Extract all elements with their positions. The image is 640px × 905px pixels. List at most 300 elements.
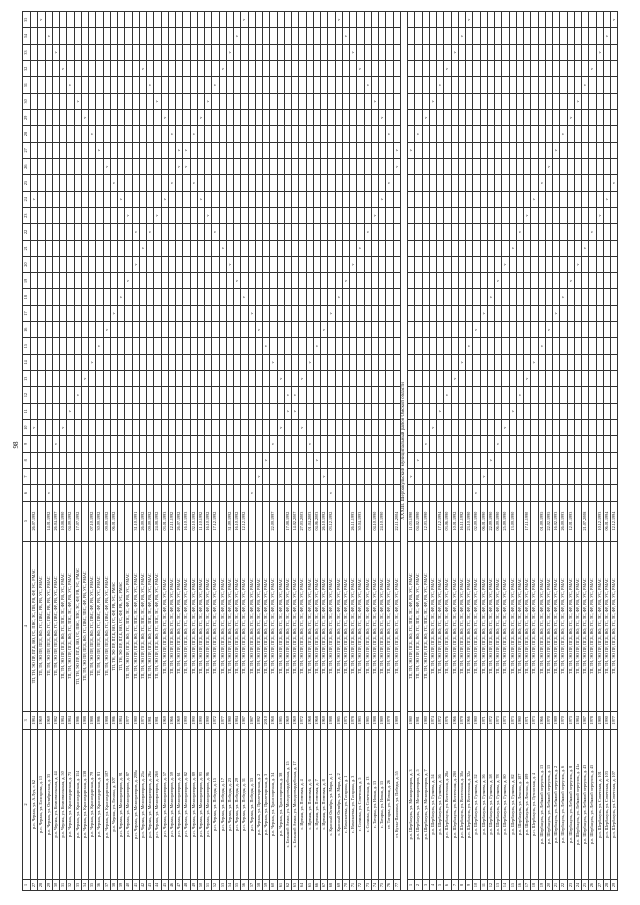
- mark-cell: [74, 289, 81, 305]
- mark-cell: [45, 354, 52, 370]
- mark-cell: [226, 28, 233, 44]
- mark-cell: [183, 175, 190, 191]
- mark-cell: [241, 159, 248, 175]
- mark-cell: [473, 44, 480, 60]
- mark-cell: [52, 273, 59, 289]
- mark-cell: [495, 452, 502, 468]
- mark-cell: [81, 142, 88, 158]
- mark-cell: v: [89, 126, 96, 142]
- mark-cell: [183, 289, 190, 305]
- address-cell: р.п. Шербакуль, ул. Гуляева, д. 56: [437, 729, 444, 879]
- mark-cell: [306, 126, 313, 142]
- mark-cell: [154, 77, 161, 93]
- mark-cell: [118, 485, 125, 501]
- mark-cell: [118, 142, 125, 158]
- mark-cell: [299, 338, 306, 354]
- mark-cell: [110, 28, 117, 44]
- mark-cell: [263, 77, 270, 93]
- mark-cell: [212, 110, 219, 126]
- mark-cell: [154, 44, 161, 60]
- mark-cell: [176, 468, 183, 484]
- mark-cell: [52, 224, 59, 240]
- mark-cell: [263, 273, 270, 289]
- mark-cell: [226, 110, 233, 126]
- mark-cell: [342, 175, 349, 191]
- mark-cell: [89, 175, 96, 191]
- mark-cell: [495, 126, 502, 142]
- mark-cell: [197, 436, 204, 452]
- mark-cell: [306, 256, 313, 272]
- mark-cell: [350, 387, 357, 403]
- address-cell: р.п. Шербакуль, ул. Гуляева, д. 54: [429, 729, 436, 879]
- mark-cell: [466, 93, 473, 109]
- mark-cell: [190, 273, 197, 289]
- mark-cell: [161, 175, 168, 191]
- mark-cell: [444, 371, 451, 387]
- mark-cell: [125, 403, 132, 419]
- mark-cell: [197, 142, 204, 158]
- column-number-row: [23, 12, 31, 891]
- mark-cell: [350, 289, 357, 305]
- mark-cell: [255, 273, 262, 289]
- mark-cell: [292, 322, 299, 338]
- mark-cell: [277, 452, 284, 468]
- mark-cell: [313, 77, 320, 93]
- mark-cell: [212, 322, 219, 338]
- mark-cell: [154, 273, 161, 289]
- mark-cell: [45, 403, 52, 419]
- row-number: 52: [212, 880, 219, 891]
- mark-cell: [516, 28, 523, 44]
- table-row: [168, 12, 175, 891]
- mark-cell: [328, 77, 335, 93]
- mark-cell: v: [284, 387, 291, 403]
- mark-cell: [168, 191, 175, 207]
- mark-cell: [386, 61, 393, 77]
- mark-cell: [538, 12, 545, 29]
- mark-cell: v: [596, 207, 603, 223]
- mark-cell: [205, 44, 212, 60]
- page-number: 98: [12, 441, 20, 449]
- table-row: [509, 12, 516, 891]
- mark-cell: [545, 61, 552, 77]
- mark-cell: [422, 273, 429, 289]
- mark-cell: [350, 354, 357, 370]
- mark-cell: [451, 452, 458, 468]
- mark-cell: [487, 159, 494, 175]
- mark-cell: [31, 338, 38, 354]
- mark-cell: [415, 207, 422, 223]
- mark-cell: [270, 77, 277, 93]
- mark-cell: [277, 159, 284, 175]
- mark-cell: [611, 110, 618, 126]
- mark-cell: [234, 305, 241, 321]
- mark-cell: [31, 77, 38, 93]
- mark-cell: [248, 142, 255, 158]
- mark-cell: [139, 289, 146, 305]
- mark-cell: [371, 28, 378, 44]
- mark-cell: [161, 305, 168, 321]
- mark-cell: [386, 224, 393, 240]
- date-cell: 31.09.1992: [226, 501, 233, 541]
- mark-cell: [538, 159, 545, 175]
- mark-cell: [212, 256, 219, 272]
- mark-cell: [270, 142, 277, 158]
- address-cell: р.п. Черлак, ул. Пролетарская, д. 2: [255, 729, 262, 879]
- row-number: 24: [574, 880, 581, 891]
- mark-cell: [487, 338, 494, 354]
- year-cell: 1973: [509, 711, 516, 729]
- address-cell: ст. Татарка, ул. Новая, д. 26: [386, 729, 393, 879]
- mark-cell: [342, 256, 349, 272]
- mark-cell: v: [219, 61, 226, 77]
- mark-cell: [516, 256, 523, 272]
- mark-cell: [226, 12, 233, 29]
- mark-cell: [545, 485, 552, 501]
- mark-cell: [473, 289, 480, 305]
- mark-cell: [263, 403, 270, 419]
- mark-cell: [96, 77, 103, 93]
- address-cell: р.п. Черлак, ул. Транспортная, д. 34: [270, 729, 277, 879]
- mark-cell: v: [560, 126, 567, 142]
- mark-cell: [38, 256, 45, 272]
- mark-cell: [574, 77, 581, 93]
- row-number: 72: [357, 880, 364, 891]
- mark-cell: [516, 420, 523, 436]
- mark-cell: [567, 289, 574, 305]
- mark-cell: [516, 485, 523, 501]
- mark-cell: [582, 93, 589, 109]
- mark-cell: [190, 28, 197, 44]
- table-row: [299, 12, 306, 891]
- mark-cell: [234, 207, 241, 223]
- address-cell: р.п. Черлак, ул. Победы, д. 17: [219, 729, 226, 879]
- mark-cell: [176, 305, 183, 321]
- mark-cell: [263, 240, 270, 256]
- mark-cell: [596, 142, 603, 158]
- mark-cell: [154, 436, 161, 452]
- mark-cell: [502, 371, 509, 387]
- mark-cell: [589, 371, 596, 387]
- date-cell: 09.09.1992: [103, 501, 110, 541]
- mark-cell: [444, 273, 451, 289]
- year-cell: 1989: [379, 711, 386, 729]
- mark-cell: [168, 44, 175, 60]
- mark-cell: [103, 485, 110, 501]
- elements-cell: ТП, ТН, ЭО ПР, ПГ,Б, ВО, ГС, ЗС, ФР, РВ, УС, РМАС: [611, 541, 618, 711]
- mark-cell: [96, 452, 103, 468]
- mark-cell: [226, 371, 233, 387]
- mark-cell: [205, 273, 212, 289]
- elements-cell: ТП, ТН, ЭО ПР, ПГ,Б, ВО, ГС, ЗС, ФР, РВ, УС, РМАС: [248, 541, 255, 711]
- mark-cell: v: [350, 44, 357, 60]
- mark-cell: [342, 61, 349, 77]
- mark-cell: [466, 354, 473, 370]
- mark-cell: [176, 175, 183, 191]
- mark-cell: [31, 387, 38, 403]
- mark-cell: [473, 77, 480, 93]
- mark-cell: [545, 371, 552, 387]
- mark-cell: [313, 61, 320, 77]
- address-cell: р.п. Черлак, ул. Победы, д. 29: [234, 729, 241, 879]
- mark-cell: [263, 142, 270, 158]
- mark-cell: [190, 338, 197, 354]
- mark-cell: [495, 468, 502, 484]
- mark-cell: [284, 273, 291, 289]
- mark-cell: [38, 142, 45, 158]
- mark-cell: [103, 93, 110, 109]
- mark-cell: [342, 420, 349, 436]
- mark-cell: [371, 420, 378, 436]
- mark-cell: [52, 338, 59, 354]
- column-header: 22: [23, 224, 31, 240]
- mark-cell: [241, 305, 248, 321]
- mark-cell: [205, 403, 212, 419]
- mark-cell: [509, 420, 516, 436]
- mark-cell: [313, 175, 320, 191]
- mark-cell: [560, 175, 567, 191]
- mark-cell: [299, 44, 306, 60]
- mark-cell: v: [437, 77, 444, 93]
- mark-cell: [415, 354, 422, 370]
- mark-cell: [560, 191, 567, 207]
- mark-cell: [321, 403, 328, 419]
- mark-cell: v: [473, 485, 480, 501]
- mark-cell: [299, 403, 306, 419]
- table-row: [466, 12, 473, 891]
- mark-cell: [328, 436, 335, 452]
- mark-cell: [516, 468, 523, 484]
- mark-cell: [313, 240, 320, 256]
- mark-cell: [335, 436, 342, 452]
- date-cell: 17.08.1992: [284, 501, 291, 541]
- year-cell: 1978: [589, 711, 596, 729]
- mark-cell: [161, 338, 168, 354]
- mark-cell: [292, 289, 299, 305]
- mark-cell: [96, 61, 103, 77]
- mark-cell: [328, 191, 335, 207]
- mark-cell: [603, 142, 610, 158]
- mark-cell: [611, 371, 618, 387]
- column-header: 20: [23, 256, 31, 272]
- elements-cell: ТП, ТН, ЭО ПР, ПГ,Б, ВО, ГС, ЗС, ФР, РВ, УС, РМАС: [226, 541, 233, 711]
- mark-cell: [306, 420, 313, 436]
- mark-cell: [255, 93, 262, 109]
- mark-cell: [335, 159, 342, 175]
- mark-cell: [248, 468, 255, 484]
- mark-cell: v: [45, 28, 52, 44]
- mark-cell: [538, 289, 545, 305]
- mark-cell: [277, 191, 284, 207]
- mark-cell: [132, 338, 139, 354]
- year-cell: 1990: [205, 711, 212, 729]
- mark-cell: [132, 191, 139, 207]
- mark-cell: [60, 93, 67, 109]
- mark-cell: [299, 485, 306, 501]
- mark-cell: [212, 240, 219, 256]
- mark-cell: [408, 77, 415, 93]
- mark-cell: [582, 485, 589, 501]
- mark-cell: [531, 403, 538, 419]
- mark-cell: v: [270, 354, 277, 370]
- mark-cell: [429, 273, 436, 289]
- mark-cell: [328, 468, 335, 484]
- mark-cell: [31, 12, 38, 29]
- mark-cell: [516, 289, 523, 305]
- mark-cell: [451, 289, 458, 305]
- mark-cell: [357, 191, 364, 207]
- mark-cell: [60, 468, 67, 484]
- mark-cell: [364, 240, 371, 256]
- mark-cell: [270, 61, 277, 77]
- mark-cell: [96, 420, 103, 436]
- mark-cell: [190, 12, 197, 29]
- date-cell: 11.03.1990: [408, 501, 415, 541]
- mark-cell: [31, 403, 38, 419]
- mark-cell: [379, 305, 386, 321]
- mark-cell: [342, 322, 349, 338]
- year-cell: 1970: [560, 711, 567, 729]
- mark-cell: [545, 77, 552, 93]
- mark-cell: v: [415, 126, 422, 142]
- mark-cell: [139, 256, 146, 272]
- mark-cell: [132, 159, 139, 175]
- mark-cell: [45, 256, 52, 272]
- mark-cell: [284, 61, 291, 77]
- mark-cell: [139, 371, 146, 387]
- mark-cell: [393, 436, 400, 452]
- mark-cell: [458, 387, 465, 403]
- mark-cell: [603, 175, 610, 191]
- mark-cell: [458, 77, 465, 93]
- mark-cell: [176, 420, 183, 436]
- elements-cell: ТП, ТН, ЭО ПР, ПГ,Б, ВО, ГС, ЗС, ФР, РВ, УС, РМАС: [219, 541, 226, 711]
- date-cell: [335, 501, 342, 541]
- mark-cell: [335, 403, 342, 419]
- row-number: 71: [350, 880, 357, 891]
- mark-cell: [538, 273, 545, 289]
- mark-cell: [466, 224, 473, 240]
- address-cell: с. Николаевка, ул. Гагарина, д. 3: [350, 729, 357, 879]
- mark-cell: [516, 93, 523, 109]
- mark-cell: [52, 207, 59, 223]
- mark-cell: [125, 289, 132, 305]
- mark-cell: [284, 420, 291, 436]
- mark-cell: [226, 338, 233, 354]
- mark-cell: [480, 142, 487, 158]
- mark-cell: [553, 12, 560, 29]
- mark-cell: [118, 12, 125, 29]
- mark-cell: [524, 240, 531, 256]
- mark-cell: v: [437, 403, 444, 419]
- mark-cell: [473, 354, 480, 370]
- mark-cell: [466, 420, 473, 436]
- mark-cell: [328, 273, 335, 289]
- mark-cell: [603, 77, 610, 93]
- mark-cell: [379, 224, 386, 240]
- mark-cell: [473, 273, 480, 289]
- mark-cell: [582, 142, 589, 158]
- mark-cell: [487, 371, 494, 387]
- mark-cell: [553, 77, 560, 93]
- mark-cell: [67, 420, 74, 436]
- mark-cell: [444, 126, 451, 142]
- address-cell: р.п. Черлак, ул. Мелиораторов, д. 59: [168, 729, 175, 879]
- mark-cell: [306, 110, 313, 126]
- mark-cell: [574, 420, 581, 436]
- mark-cell: [132, 403, 139, 419]
- mark-cell: [103, 175, 110, 191]
- mark-cell: [270, 403, 277, 419]
- mark-cell: [263, 207, 270, 223]
- mark-cell: [596, 61, 603, 77]
- row-number: 45: [161, 880, 168, 891]
- mark-cell: [241, 256, 248, 272]
- mark-cell: [212, 44, 219, 60]
- mark-cell: [415, 77, 422, 93]
- year-cell: 1984: [574, 711, 581, 729]
- mark-cell: [350, 452, 357, 468]
- mark-cell: [509, 191, 516, 207]
- mark-cell: [89, 256, 96, 272]
- mark-cell: [589, 420, 596, 436]
- mark-cell: [31, 159, 38, 175]
- mark-cell: [538, 142, 545, 158]
- mark-cell: [270, 305, 277, 321]
- mark-cell: [132, 273, 139, 289]
- mark-cell: [197, 273, 204, 289]
- mark-cell: [255, 77, 262, 93]
- mark-cell: [31, 468, 38, 484]
- mark-cell: [147, 485, 154, 501]
- mark-cell: [31, 28, 38, 44]
- mark-cell: v: [313, 338, 320, 354]
- mark-cell: [313, 273, 320, 289]
- elements-cell: ТП, ТН, ЭО ПР, ПГ,Б, ВО, ГС, ЗС, ФР, РВ, УС, РМАС: [357, 541, 364, 711]
- mark-cell: [437, 159, 444, 175]
- mark-cell: [205, 12, 212, 29]
- mark-cell: [306, 93, 313, 109]
- table-row: [147, 12, 154, 891]
- mark-cell: [350, 93, 357, 109]
- mark-cell: [89, 338, 96, 354]
- year-cell: 1975: [342, 711, 349, 729]
- mark-cell: [190, 305, 197, 321]
- mark-cell: [524, 256, 531, 272]
- mark-cell: [437, 61, 444, 77]
- mark-cell: v: [458, 28, 465, 44]
- mark-cell: [277, 305, 284, 321]
- mark-cell: [437, 322, 444, 338]
- mark-cell: [466, 452, 473, 468]
- mark-cell: [89, 485, 96, 501]
- mark-cell: [270, 468, 277, 484]
- date-cell: 22.02.1995: [545, 501, 552, 541]
- mark-cell: [429, 256, 436, 272]
- mark-cell: [263, 485, 270, 501]
- mark-cell: [292, 93, 299, 109]
- mark-cell: [531, 387, 538, 403]
- mark-cell: [589, 305, 596, 321]
- mark-cell: [538, 110, 545, 126]
- date-cell: 30.09.1992: [96, 501, 103, 541]
- column-header: 34: [23, 28, 31, 44]
- mark-cell: [212, 452, 219, 468]
- section-title: XXXIII. Шербакульский муниципальный район Омской области: [400, 12, 407, 891]
- row-number: 12: [487, 880, 494, 891]
- elements-cell: ТП, ТН, ЭО ПР, ПГ,Б, ВО, ГС, ЗС, ФР, РВ, УС, РМАС: [495, 541, 502, 711]
- mark-cell: v: [284, 403, 291, 419]
